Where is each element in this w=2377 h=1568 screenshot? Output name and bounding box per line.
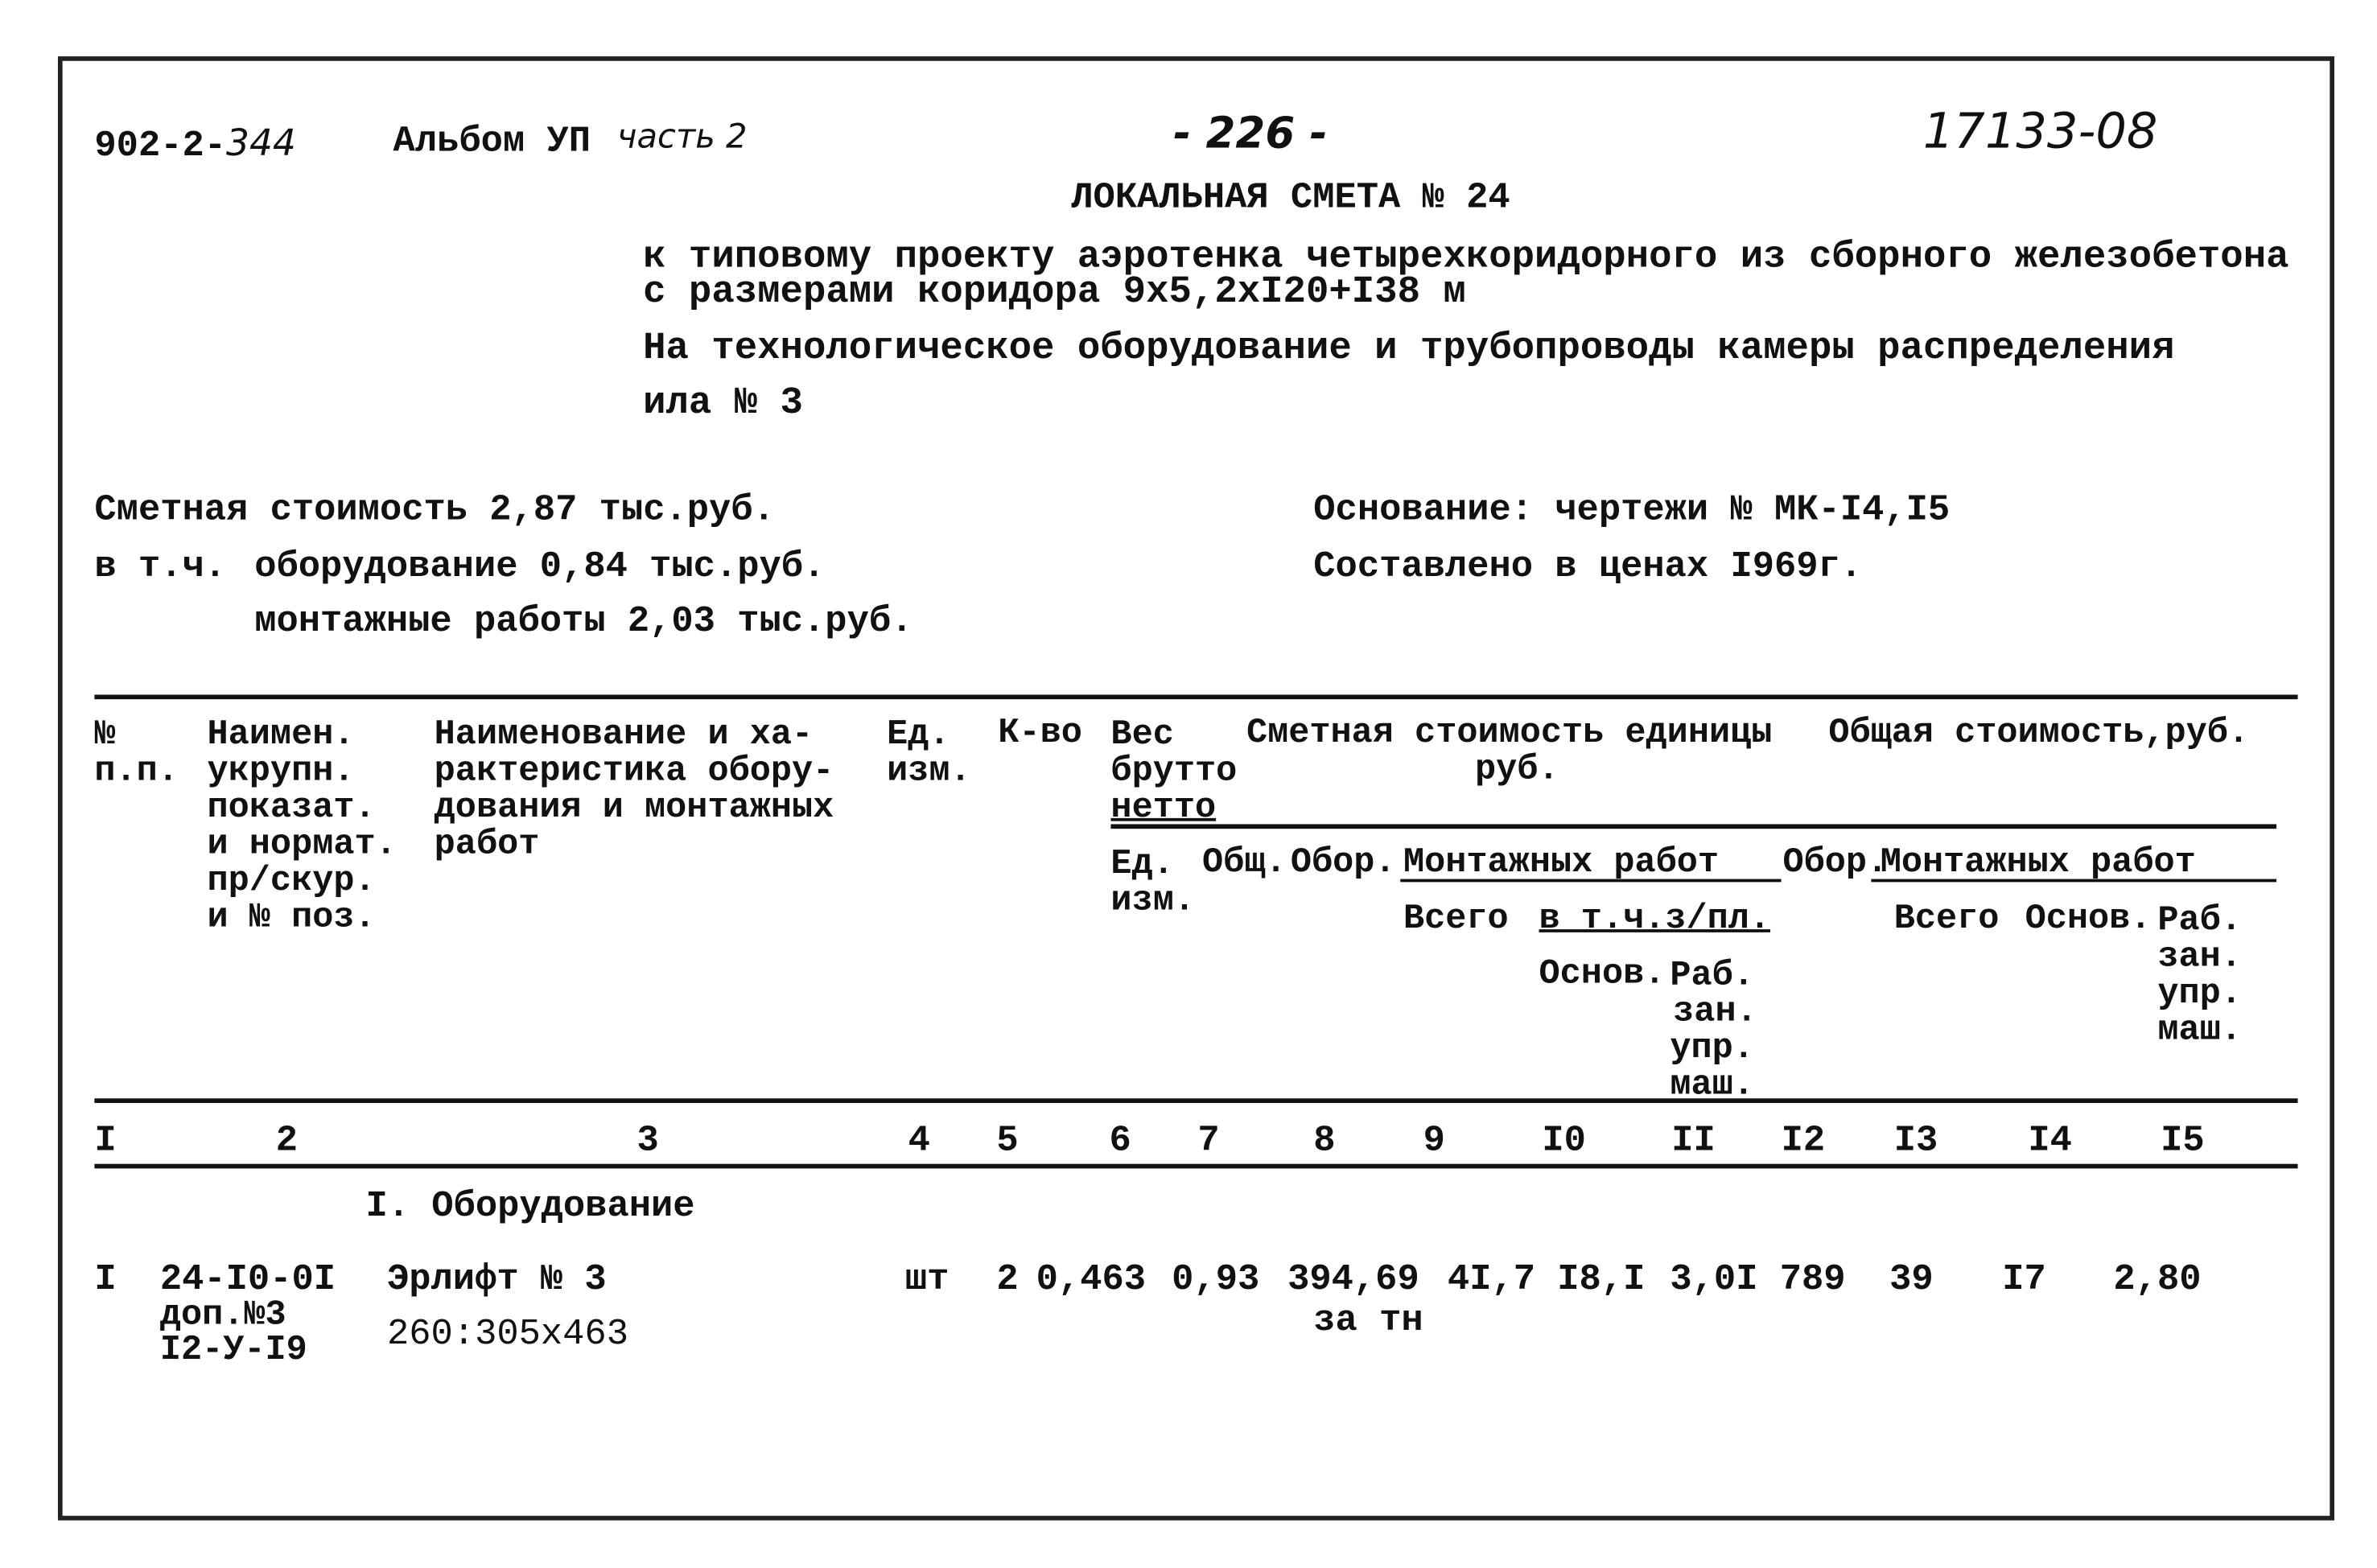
column-number: 7 — [1197, 1121, 1220, 1163]
header-col-4: Ед. изм. — [887, 714, 971, 791]
row-qty: 2 — [996, 1260, 1019, 1302]
column-number: II — [1671, 1121, 1716, 1163]
row-name: Эрлифт № 3 — [386, 1260, 607, 1302]
header-installation: Монтажных работ — [1403, 842, 1720, 883]
row-col10: I8,I — [1557, 1260, 1646, 1302]
column-number: I4 — [2028, 1121, 2072, 1163]
column-numbers-rule — [94, 1164, 2297, 1169]
estimated-cost: Сметная стоимость 2,87 тыс.руб. — [94, 490, 775, 532]
installation-cost: монтажные работы 2,03 тыс.руб. — [254, 601, 913, 644]
equipment-cost: оборудование 0,84 тыс.руб. — [254, 546, 826, 588]
basis: Основание: чертежи № МК-I4,I5 — [1313, 490, 1951, 532]
table-top-rule — [94, 694, 2297, 699]
including-prefix: в т.ч. — [94, 546, 227, 588]
header-col-15: Раб. зан. упр. маш. — [2157, 900, 2242, 1050]
header-col-6: Вес брутто нетто — [1110, 714, 1238, 828]
column-number: 5 — [996, 1121, 1019, 1163]
row-col15: 2,80 — [2113, 1260, 2202, 1302]
project-code-prefix: 902-2- — [94, 126, 227, 168]
header-col-12: Обор. — [1782, 842, 1889, 883]
row-unit: шт — [904, 1260, 950, 1302]
column-number: I0 — [1542, 1121, 1586, 1163]
column-number: 9 — [1423, 1121, 1445, 1163]
estimate-title: ЛОКАЛЬНАЯ СМЕТА № 24 — [1071, 178, 1510, 220]
row-col12: 789 — [1779, 1260, 1846, 1302]
row-col9: 4I,7 — [1447, 1260, 1536, 1302]
row-col11: 3,0I — [1670, 1260, 1758, 1302]
section-title: I. Оборудование — [365, 1187, 695, 1228]
album-part: часть 2 — [616, 118, 748, 158]
header-col-1: № п.п. — [94, 714, 179, 791]
album-label: Альбом УП — [393, 121, 591, 163]
column-number: I — [94, 1121, 117, 1163]
column-number: I3 — [1893, 1121, 1938, 1163]
header-col-10: Основ. — [1539, 953, 1666, 994]
price-year: Составлено в ценах I969г. — [1313, 546, 1863, 588]
row-col7: 0,93 — [1172, 1260, 1260, 1302]
subtitle-line: к типовому проекту аэротенка четырехкоридорного из сборного железобетона — [643, 234, 2289, 279]
project-code-handwritten: 344 — [226, 121, 296, 165]
header-unit-cost: Сметная стоимость единицы — [1246, 713, 1773, 753]
header-col-3: Наименование и ха- рактеристика обору- дования и монтажных работ — [434, 714, 834, 864]
column-number: 3 — [636, 1121, 659, 1163]
page-number: - 226 - — [1173, 108, 1328, 158]
column-number: 6 — [1109, 1121, 1131, 1163]
row-col8: 394,69 — [1287, 1260, 1419, 1302]
header-installation-total: Монтажных работ — [1880, 842, 2196, 883]
subtitle-line: На технологическое оборудование и трубопроводы камеры распределения — [643, 326, 2175, 371]
column-number: I5 — [2161, 1121, 2205, 1163]
row-col8-note: за тн — [1313, 1301, 1423, 1343]
project-code — [94, 121, 296, 168]
row-weight: 0,463 — [1036, 1260, 1147, 1302]
header-col-7-unit: Ед. изм. — [1110, 844, 1195, 920]
header-col-9: Всего — [1403, 899, 1509, 939]
header-col-5: К-во — [998, 713, 1082, 753]
header-bottom-rule — [94, 1098, 2297, 1103]
header-sub-rule — [1110, 824, 2276, 829]
header-col-11: Раб. зан. упр. маш. — [1670, 955, 1757, 1105]
header-incl-wages: в т.ч.з/пл. — [1539, 899, 1771, 939]
header-col-2: Наимен. укрупн. показат. и нормат. пр/скур. и № поз. — [207, 714, 397, 937]
row-number: I — [94, 1260, 117, 1302]
column-number: 2 — [275, 1121, 299, 1163]
document-number: 17133-08 — [1922, 101, 2158, 160]
column-number: I2 — [1781, 1121, 1826, 1163]
header-total-cost: Общая стоимость,руб. — [1828, 713, 2250, 753]
column-number: 8 — [1313, 1121, 1336, 1163]
header-col-7: Общ. — [1202, 842, 1287, 883]
header-col-13: Всего — [1893, 899, 2000, 939]
subtitle-line: ила № 3 — [643, 381, 803, 426]
row-col14: I7 — [2002, 1260, 2046, 1302]
header-unit-cost-rub: руб. — [1475, 749, 1559, 789]
row-code: 24-I0-0I доп.№3 I2-У-I9 — [159, 1260, 336, 1370]
subtitle-line: с размерами коридора 9х5,2хI20+I38 м — [643, 270, 1466, 315]
row-spec: 260:305х463 — [386, 1315, 628, 1356]
row-col13: 39 — [1889, 1260, 1934, 1302]
header-col-8: Обор. — [1290, 842, 1396, 883]
header-col-14: Основ. — [2025, 899, 2152, 939]
column-number: 4 — [908, 1121, 930, 1163]
